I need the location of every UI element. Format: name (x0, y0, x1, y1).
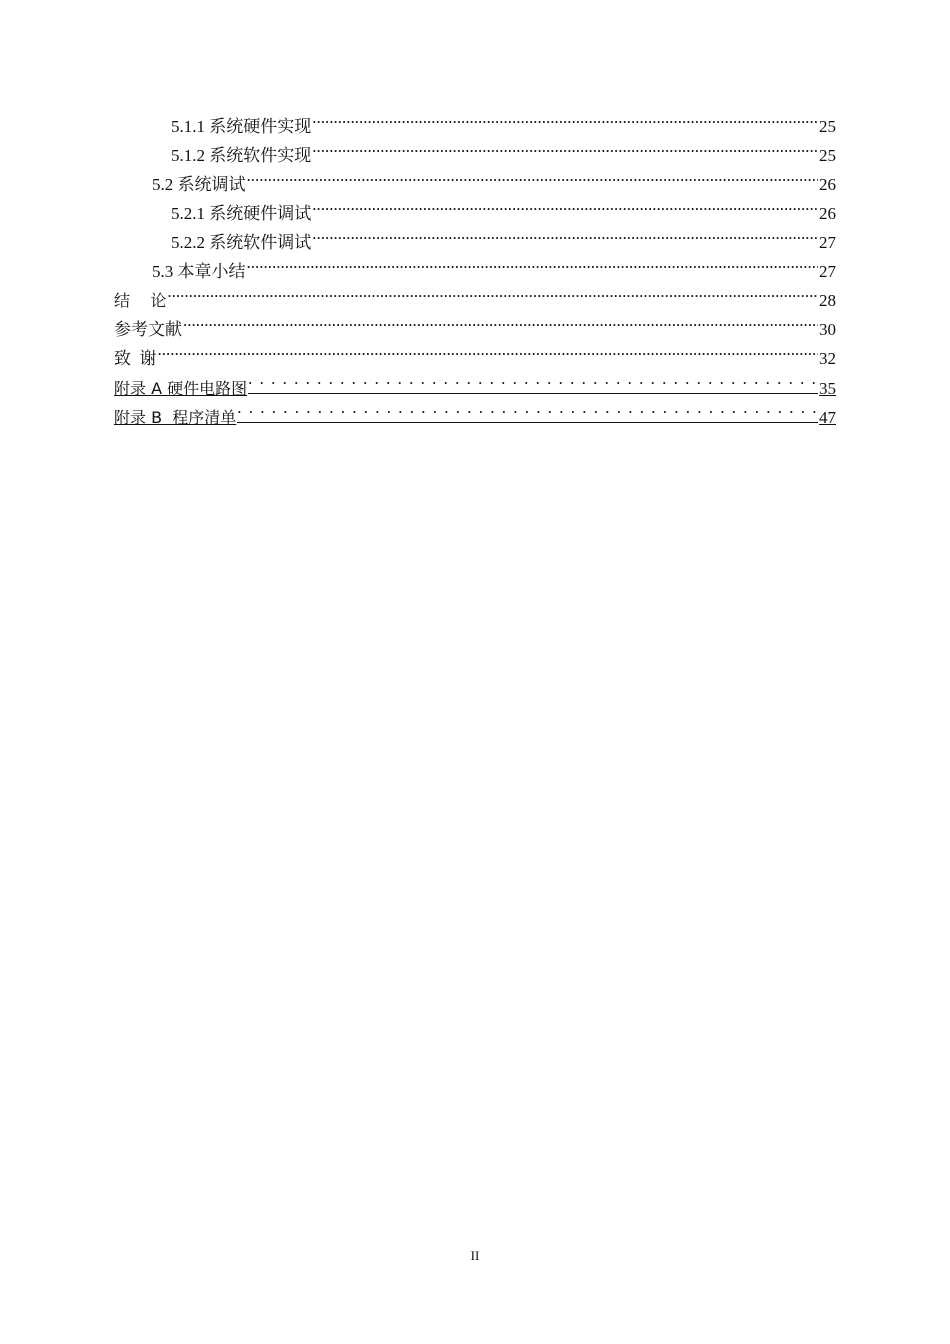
toc-entry-5-2[interactable] (114, 170, 836, 199)
toc-entry-label: 5.2.1 系统硬件调试 (171, 204, 312, 223)
toc-entry-label: 5.1.1 系统硬件实现 (171, 117, 312, 136)
toc-entry-page: 25 (819, 146, 836, 165)
toc-entry-label: 附录 B 程序清单 (114, 408, 237, 427)
toc-dot-leader (183, 315, 818, 335)
toc-entry-page: 47 (819, 408, 836, 427)
toc-entry-conclusion[interactable] (114, 286, 836, 315)
toc-entry-appendix-a[interactable] (114, 373, 836, 402)
toc-entry-page: 27 (819, 233, 836, 252)
toc-dot-leader (312, 199, 818, 219)
toc-entry-label: 5.2 系统调试 (152, 175, 246, 194)
toc-dot-leader (312, 112, 818, 132)
toc-entry-page: 26 (819, 204, 836, 223)
toc-entry-5-1-1[interactable] (114, 112, 836, 141)
toc-entry-label: 附录 A 硬件电路图 (114, 379, 248, 398)
toc-dot-leader (158, 344, 819, 364)
toc-dot-leader (167, 286, 818, 306)
toc-entry-page: 30 (819, 320, 836, 339)
toc-entry-label: 5.2.2 系统软件调试 (171, 233, 312, 252)
toc-dot-leader (312, 141, 818, 161)
toc-entry-label: 参考文献 (114, 320, 182, 339)
toc-entry-5-2-1[interactable] (114, 199, 836, 228)
toc-entry-5-2-2[interactable] (114, 228, 836, 257)
toc-dot-leader (312, 228, 818, 248)
toc-entry-5-3[interactable] (114, 257, 836, 286)
toc-entry-references[interactable] (114, 315, 836, 344)
page-number: II (470, 1248, 480, 1263)
toc-dot-leader (237, 402, 818, 423)
toc-entry-label: 5.3 本章小结 (152, 262, 246, 281)
table-of-contents (114, 112, 836, 431)
toc-entry-page: 28 (819, 291, 836, 310)
toc-entry-acknowledgements[interactable] (114, 344, 836, 373)
toc-entry-appendix-b[interactable] (114, 402, 836, 431)
toc-entry-label: 致 谢 (114, 349, 157, 368)
toc-entry-page: 32 (819, 349, 836, 368)
toc-entry-page: 26 (819, 175, 836, 194)
toc-entry-label: 结 论 (114, 291, 167, 310)
toc-entry-5-1-2[interactable] (114, 141, 836, 170)
toc-entry-page: 35 (819, 379, 836, 398)
toc-dot-leader (248, 373, 818, 394)
toc-entry-label: 5.1.2 系统软件实现 (171, 146, 312, 165)
toc-dot-leader (247, 257, 819, 277)
toc-entry-page: 25 (819, 117, 836, 136)
toc-dot-leader (247, 170, 819, 190)
toc-entry-page: 27 (819, 262, 836, 281)
